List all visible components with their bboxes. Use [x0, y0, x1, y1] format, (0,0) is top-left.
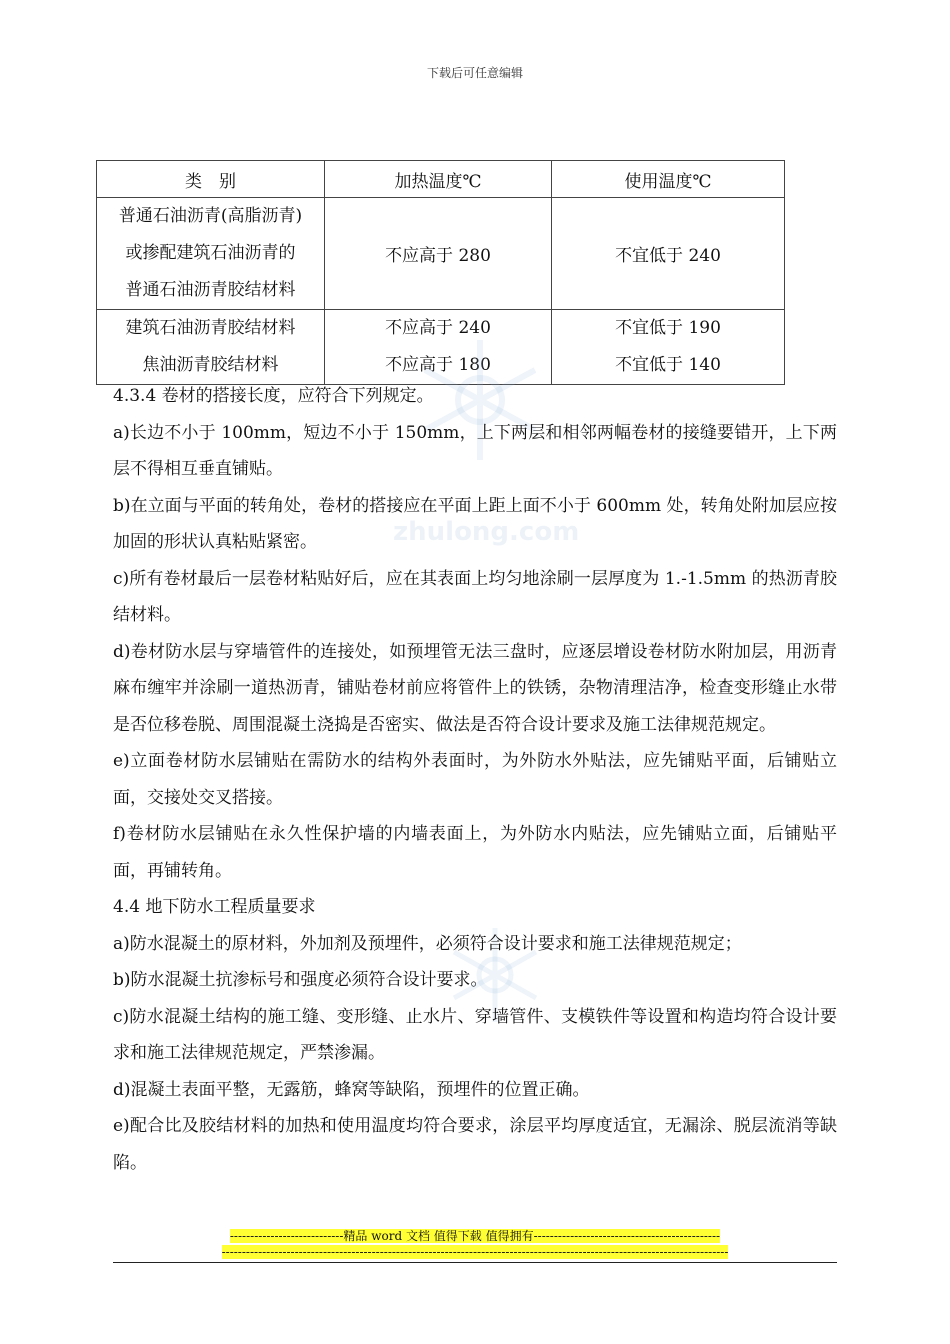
- footer-divider: [113, 1262, 837, 1263]
- paragraph: a)长边不小于 100mm，短边不小于 150mm，上下两层和相邻两幅卷材的接缝要错开，上下两层不得相互垂直铺贴。: [113, 422, 837, 479]
- temperature-table: [96, 160, 785, 385]
- table-cell-heating: [325, 310, 552, 385]
- table-cell-category: [97, 310, 325, 385]
- table-header-row: [97, 161, 785, 198]
- footer-banner: [0, 1228, 950, 1260]
- table-cell-usage: [552, 310, 785, 385]
- table-header-category: 类 别: [97, 161, 325, 198]
- document-body: [113, 378, 837, 1181]
- table-cell-usage: 不宜低于 240: [552, 198, 785, 310]
- cell-line: 不应高于 180: [385, 355, 491, 375]
- cell-line: 不宜低于 190: [615, 318, 721, 338]
- paragraph: c)所有卷材最后一层卷材粘贴好后，应在其表面上均匀地涂刷一层厚度为 1.-1.5mm 的热沥青胶结材料。: [113, 568, 837, 625]
- table-row: [97, 310, 785, 385]
- table-header-heating: 加热温度℃: [325, 161, 552, 198]
- paragraph: e)配合比及胶结材料的加热和使用温度均符合要求，涂层平均厚度适宜，无漏涂、脱层流消等缺陷。: [113, 1116, 837, 1173]
- table-row: [97, 198, 785, 310]
- paragraph: b)防水混凝土抗渗标号和强度必须符合设计要求。: [113, 970, 488, 990]
- paragraph: a)防水混凝土的原材料，外加剂及预埋件，必须符合设计要求和施工法律规范规定；: [113, 933, 742, 954]
- table-header-usage: 使用温度℃: [552, 161, 785, 198]
- watermark-text: zhulong.com: [393, 517, 580, 547]
- footer-line: ----------------------------精品 word 文档 值得下载 值得拥有----------------------------------------------: [229, 1229, 721, 1243]
- cell-line: 建筑石油沥青胶结材料: [125, 318, 296, 338]
- paragraph: d)卷材防水层与穿墙管件的连接处，如预埋管无法三盘时，应逐层增设卷材防水附加层，用沥青麻布缠牢并涂刷一道热沥青，铺贴卷材前应将管件上的铁锈，杂物清理洁净，检查变形缝止水带是否位移卷脱、周围混凝土浇捣是否密实、做法是否符合设计要求及施工法律规范规定。: [113, 641, 837, 735]
- cell-line: 焦油沥青胶结材料: [142, 355, 279, 375]
- header-note: 下载后可任意编辑: [426, 66, 523, 80]
- paragraph: c)防水混凝土结构的施工缝、变形缝、止水片、穿墙管件、支模铁件等设置和构造均符合设计要求和施工法律规范规定，严禁渗漏。: [113, 1006, 837, 1063]
- paragraph: e)立面卷材防水层铺贴在需防水的结构外表面时，为外防水外贴法，应先铺贴平面，后铺贴立面，交接处交叉搭接。: [113, 751, 837, 808]
- cell-line: 普通石油沥青胶结材料: [125, 280, 296, 300]
- table-cell-heating: 不应高于 280: [325, 198, 552, 310]
- paragraph: b)在立面与平面的转角处，卷材的搭接应在平面上距上面不小于 600mm 处，转角处附加层应按加固的形状认真粘贴紧密。: [113, 495, 837, 552]
- cell-line: 不宜低于 140: [615, 355, 721, 375]
- cell-line: 或掺配建筑石油沥青的: [125, 243, 296, 263]
- section-heading: 4.4 地下防水工程质量要求: [113, 897, 316, 917]
- table-cell-category: [97, 198, 325, 310]
- paragraph: d)混凝土表面平整，无露筋，蜂窝等缺陷，预埋件的位置正确。: [113, 1079, 590, 1100]
- section-heading: 4.3.4 卷材的搭接长度，应符合下列规定。: [113, 386, 434, 406]
- cell-line: 普通石油沥青(高脂沥青): [118, 206, 303, 226]
- cell-line: 不应高于 240: [385, 318, 491, 338]
- paragraph: f)卷材防水层铺贴在永久性保护墙的内墙表面上，为外防水内贴法，应先铺贴立面，后铺贴平面，再铺转角。: [113, 824, 837, 881]
- footer-line: -----------------------------------------------------------------------------------------------------------------------------: [221, 1245, 729, 1259]
